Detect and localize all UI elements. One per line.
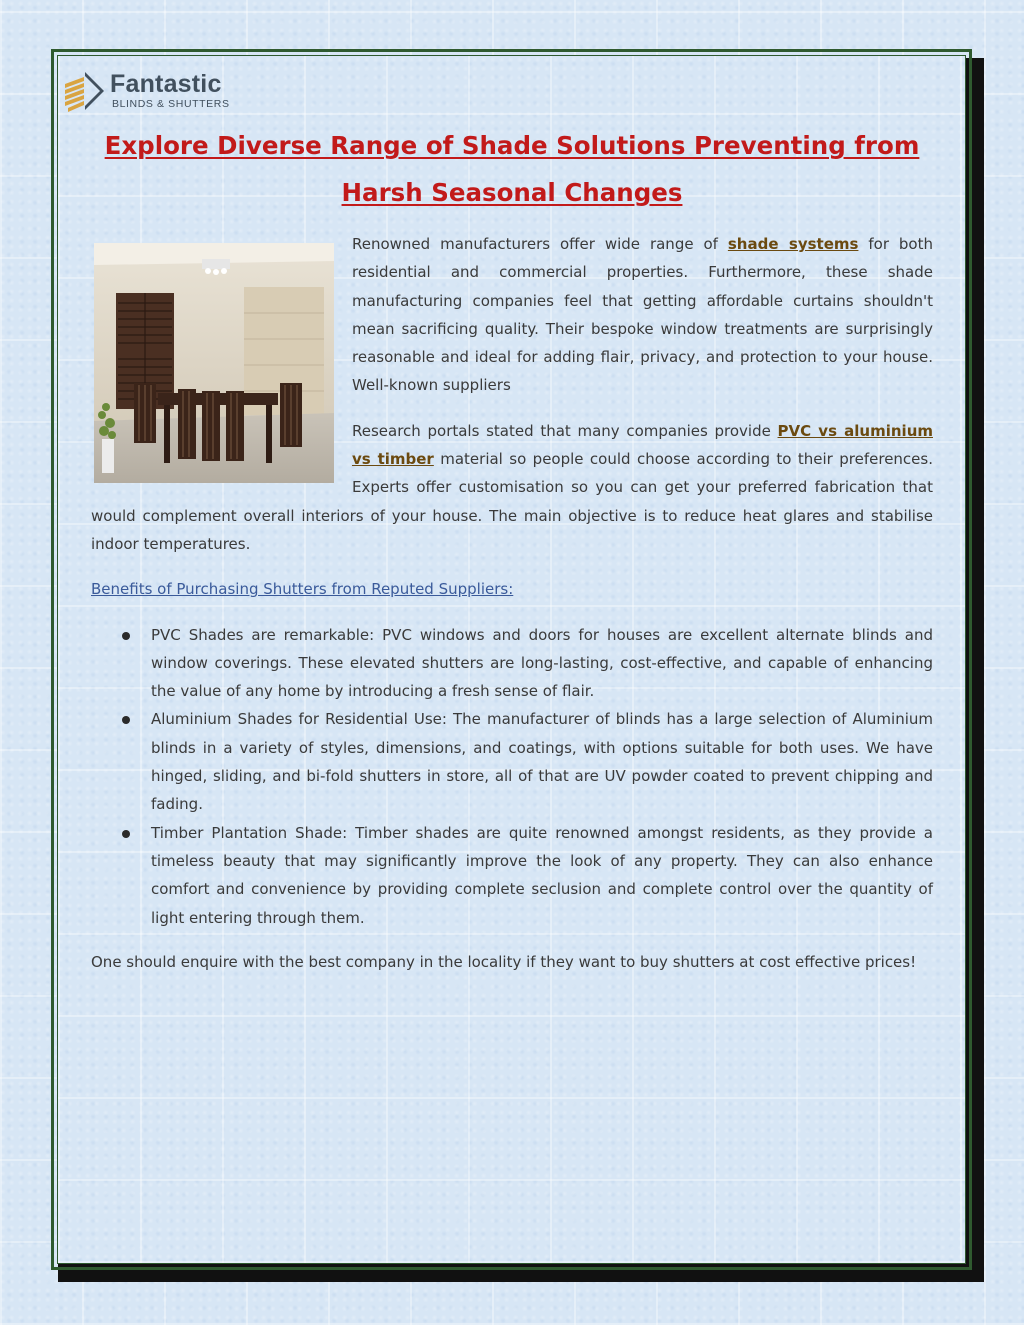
logo-name: Fantastic xyxy=(110,70,222,98)
intro-text-end: for both residential and commercial properties. Furthermore, these shade manufacturing companies feel that getting affordable curtains shouldn't mean sacrificing quality. Their bespoke window treatments are surprisingly reasonable and ideal for adding flair, privacy, and protection to your house. Well-known suppliers xyxy=(352,235,933,395)
article-body xyxy=(91,230,933,993)
logo-shutter-icon xyxy=(62,68,108,114)
bullet-icon xyxy=(122,716,130,724)
benefit-item-timber xyxy=(91,819,933,932)
research-text-end: material so people could choose according to their preferences. Experts offer customisation so you can get your preferred fabrication that would complement overall interiors of your house. The main objective is to reduce heat glares and stabilise indoor temperatures. xyxy=(91,450,933,553)
bullet-icon xyxy=(122,830,130,838)
benefits-list xyxy=(91,621,933,932)
research-text-start: Research portals stated that many companies provide xyxy=(352,421,778,440)
benefit-text: PVC Shades are remarkable: PVC windows and doors for houses are excellent alternate blinds and window coverings. These elevated shutters are long-lasting, cost-effective, and capable of enhancing the value of any home by introducing a fresh sense of flair. xyxy=(151,625,933,701)
benefit-text: Aluminium Shades for Residential Use: The manufacturer of blinds has a large selection of Aluminium blinds in a variety of styles, dimensions, and coatings, with options suitable for both uses. We have hinged, sliding, and bi-fold shutters in store, all of that are UV powder coated to prevent chipping and fading. xyxy=(151,710,933,814)
dining-room-photo xyxy=(94,243,334,483)
logo-tagline: BLINDS & SHUTTERS xyxy=(112,98,230,110)
intro-text-start: Renowned manufacturers offer wide range of xyxy=(352,235,728,253)
benefit-item-aluminium xyxy=(91,705,933,818)
benefit-text: Timber Plantation Shade: Timber shades are quite renowned amongst residents, as they provide a timeless beauty that may significantly improve the look of any property. They can also enhance comfort and convenience by providing complete seclusion and complete control over the quantity of light entering through them. xyxy=(151,823,933,927)
dining-room-illustration xyxy=(94,243,334,483)
bullet-icon xyxy=(122,632,130,640)
pvc-aluminium-timber-link[interactable]: PVC vs aluminium vs timber xyxy=(352,421,933,469)
benefits-heading: Benefits of Purchasing Shutters from Reputed Suppliers: xyxy=(91,580,514,599)
closing-paragraph: One should enquire with the best company in the locality if they want to buy shutters at cost effective prices! xyxy=(91,952,917,971)
shade-systems-link[interactable]: shade systems xyxy=(727,235,859,253)
brand-logo xyxy=(62,68,252,116)
benefit-item-pvc xyxy=(91,621,933,706)
page-title: Explore Diverse Range of Shade Solutions Preventing from Harsh Seasonal Changes xyxy=(104,131,920,207)
